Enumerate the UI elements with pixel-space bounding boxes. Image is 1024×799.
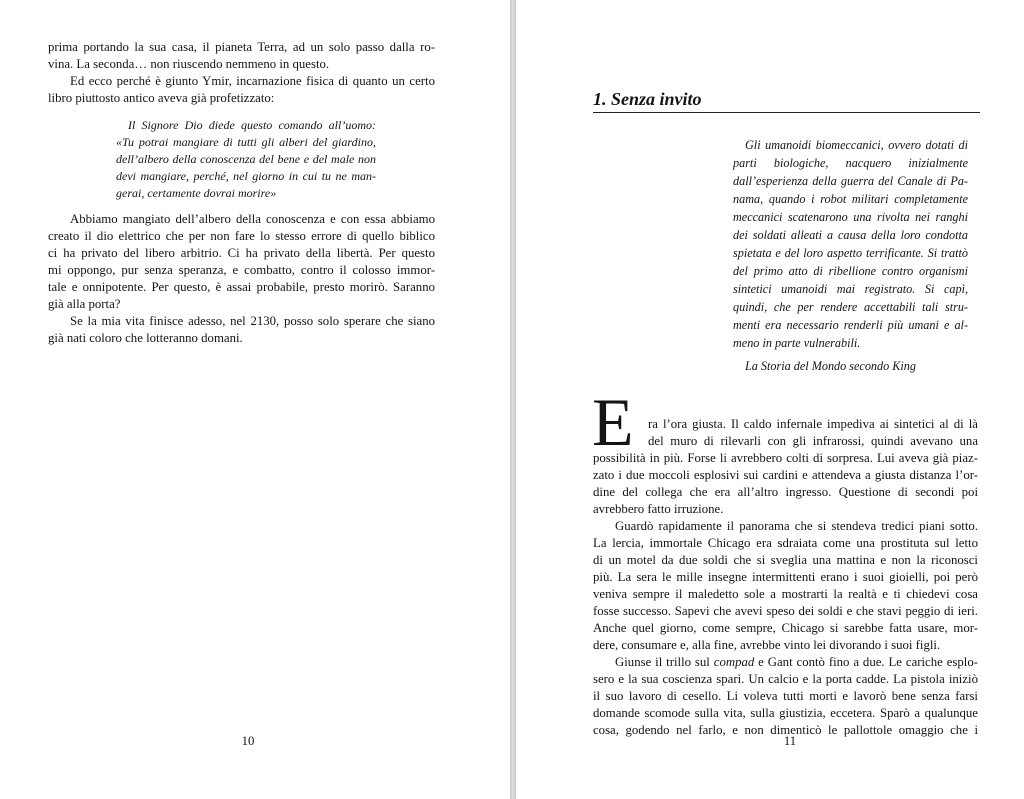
epigraph-line: meccanici scatenarono una rivolta nei ranghi <box>733 210 968 224</box>
paragraph <box>48 211 435 313</box>
text-line: possibilità in più. Forse li avrebbero colti di sorpresa. Lui aveva già piaz- <box>593 451 978 465</box>
text-line: domande scomode sulla vita, sulla giustizia, eccetera. Sparò a qualunque <box>593 706 978 720</box>
title-rule <box>593 112 980 113</box>
epigraph-line: dall’esperienza della guerra del Canale di Pa- <box>733 174 968 188</box>
paragraph <box>593 518 978 654</box>
text-line: ci ha privato del libero arbitrio. Ci ha privato della libertà. Per questo <box>48 246 435 260</box>
paragraph <box>593 416 978 518</box>
text-line: ra l’ora giusta. Il caldo infernale impediva ai sintetici al di là <box>648 417 978 431</box>
text-line: Se la mia vita finisce adesso, nel 2130, posso solo sperare che siano <box>70 314 435 328</box>
epigraph-line: quindi, che per rendere accettabili tali stru- <box>733 300 968 314</box>
block-quote <box>116 117 376 202</box>
text-line <box>593 654 978 671</box>
text-line: fosse successo. Sapevi che avevi speso dei soldi e che stavi peggio di ieri. <box>593 604 978 618</box>
epigraph-line: dei soldati alleati a causa della loro condotta <box>733 228 968 242</box>
italic-term: compad <box>713 655 755 669</box>
quote-line: «Tu potrai mangiare di tutti gli alberi del giardino, <box>116 135 376 149</box>
paragraph <box>593 654 978 739</box>
epigraph <box>733 136 968 352</box>
text-line: Ed ecco perché è giunto Ymir, incarnazione fisica di quanto un certo <box>70 74 435 88</box>
paragraph <box>48 39 435 73</box>
text-line: avrebbero fatto irruzione. <box>593 502 724 516</box>
drop-cap: E <box>592 384 634 460</box>
text-line: più. La sera le mille insegne intermittenti erano i suoi gioielli, poi però <box>593 570 978 584</box>
text-line: cosa, godendo nel farlo, e non dimenticò le pallottole omaggio che i <box>593 723 978 737</box>
chapter-body <box>593 416 978 739</box>
epigraph-line: del primo atto di ribellione contro organismi <box>733 264 968 278</box>
quote-line: gerai, certamente dovrai morire» <box>116 186 277 200</box>
epigraph-line: parti biologiche, nacquero inizialmente <box>733 156 968 170</box>
text-line: vina. La seconda… non riuscendo nemmeno in questo. <box>48 57 330 71</box>
text-line: di un motel da due soldi che si sveglia una mattina e non la riconosci <box>593 553 978 567</box>
text-segment: e Gant contò fino a due. Le cariche esplo- <box>754 655 978 669</box>
paragraph <box>48 73 435 107</box>
paragraph <box>48 313 435 347</box>
page-number: 11 <box>783 734 797 748</box>
text-line: veniva sempre il maledetto sole a mostrarti la realtà e ti chiedevi cosa <box>593 587 978 601</box>
epigraph-line: meno in parte vulnerabili. <box>733 336 861 350</box>
epigraph-attribution: La Storia del Mondo secondo King <box>745 359 916 373</box>
text-line: sero e la sua coscienza sparì. Un calcio e la porta cadde. La pistola iniziò <box>593 672 978 686</box>
page-number: 10 <box>241 734 255 748</box>
text-line: La lercia, immortale Chicago era sdraiata come una prostituta sul letto <box>593 536 978 550</box>
text-line: già alla porta? <box>48 297 121 311</box>
text-line: tale e onnipotente. Per questo, è assai probabile, presto morirò. Saranno <box>48 280 435 294</box>
text-line: libro piuttosto antico aveva già profetizzato: <box>48 91 275 105</box>
text-block-bottom <box>48 211 435 347</box>
epigraph-line: menti era necessario renderli più umani e al- <box>733 318 968 332</box>
text-line: dere, consumare e, alla fine, avrebbe vinto lei divorando i suoi figli. <box>593 638 941 652</box>
text-line: mi oppongo, pur senza speranza, e combatto, contro il colosso immor- <box>48 263 435 277</box>
epigraph-line: nama, quando i robot militari completamente <box>733 192 968 206</box>
quote-line: devi mangiare, perché, nel giorno in cui tu ne man- <box>116 169 376 183</box>
text-line: del muro di rilevarli con gli infrarossi, quindi avevano una <box>648 434 978 448</box>
quote-line: Il Signore Dio diede questo comando all’uomo: <box>128 118 376 132</box>
left-page <box>0 0 510 799</box>
text-line: già nati coloro che lotteranno domani. <box>48 331 243 345</box>
quote-line: dell’albero della conoscenza del bene e del male non <box>116 152 376 166</box>
chapter-title: 1. Senza invito <box>593 89 702 109</box>
text-line: creato il dio elettrico che per non fare lo stesso errore di quello biblico <box>48 229 435 243</box>
text-line: Anche quel giorno, come sempre, Chicago si sarebbe fatta usare, mor- <box>593 621 978 635</box>
right-page <box>516 0 1024 799</box>
text-line: Abbiamo mangiato dell’albero della conoscenza e con essa abbiamo <box>70 212 435 226</box>
text-line: dine del collega che era all’altro ingresso. Questione di secondi poi <box>593 485 978 499</box>
epigraph-line: Gli umanoidi biomeccanici, ovvero dotati di <box>745 138 968 152</box>
epigraph-line: spietata e del loro aspetto terrificante. Si trattò <box>733 246 968 260</box>
text-line: il suo lavoro di cesello. Li voleva tutti morti e lavorò bene senza farsi <box>593 689 978 703</box>
text-line: prima portando la sua casa, il pianeta Terra, ad un solo passo dalla ro- <box>48 40 435 54</box>
text-line: zato i due moccoli esplosivi sui cardini e attendeva a giusta distanza l’or- <box>593 468 978 482</box>
text-line: Guardò rapidamente il panorama che si stendeva tredici piani sotto. <box>615 519 978 533</box>
text-block-top <box>48 39 435 107</box>
text-segment: Giunse il trillo sul <box>615 655 714 669</box>
epigraph-line: sintetici umanoidi mai registrato. Si capì, <box>733 282 968 296</box>
